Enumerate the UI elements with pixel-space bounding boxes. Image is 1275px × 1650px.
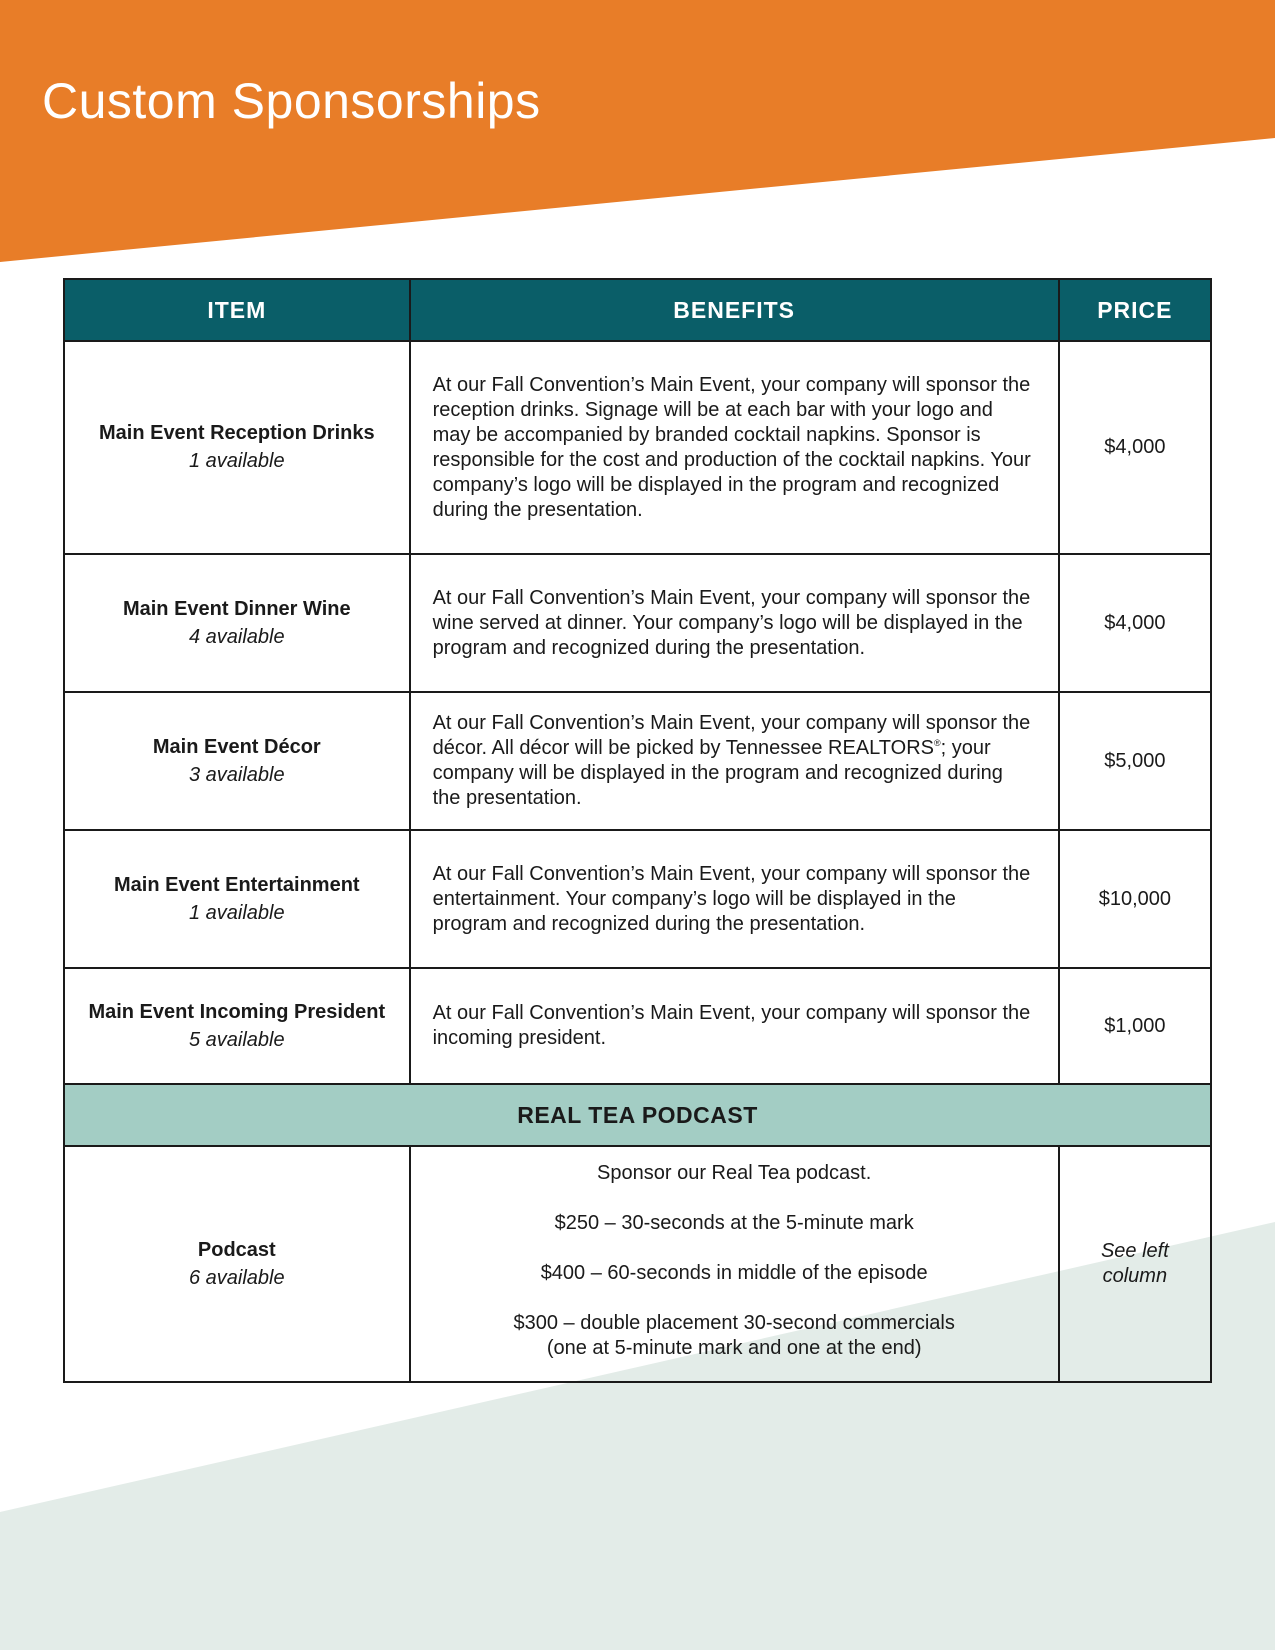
table-row bbox=[64, 968, 1211, 1084]
price-note: See left column bbox=[1100, 1240, 1169, 1287]
section-title: REAL TEA PODCAST bbox=[64, 1084, 1211, 1146]
podcast-option: $250 – 30-seconds at the 5-minute mark bbox=[554, 1212, 914, 1234]
table-row bbox=[64, 554, 1211, 692]
table-row bbox=[64, 341, 1211, 554]
item-availability: 6 available bbox=[188, 1266, 285, 1289]
podcast-option-note: (one at 5-minute mark and one at the end) bbox=[546, 1337, 922, 1359]
benefits-text: At our Fall Convention’s Main Event, your company will sponsor the entertainment. Your company’s logo will be displayed in the program and recognized during the presentation. bbox=[410, 830, 1059, 968]
item-availability: 1 available bbox=[188, 450, 285, 472]
item-availability: 1 available bbox=[188, 901, 285, 924]
podcast-benefits bbox=[410, 1146, 1059, 1382]
item-cell bbox=[64, 341, 410, 554]
item-name: Main Event Reception Drinks bbox=[98, 422, 375, 444]
price-cell bbox=[1059, 1146, 1211, 1382]
item-name: Main Event Décor bbox=[152, 735, 321, 758]
benefits-text-part: ; your company will be displayed in the program and recognized during the presentation. bbox=[432, 737, 1003, 809]
item-cell bbox=[64, 830, 410, 968]
benefits-text: At our Fall Convention’s Main Event, your company will sponsor the reception drinks. Signage will be at each bar with your logo and may be accompanied by branded cocktail napkins. Sponsor is responsible for the cost and production of the cocktail napkins. Your company’s logo will be displayed in the program and recognized during the presentation. bbox=[410, 341, 1059, 554]
item-availability: 5 available bbox=[188, 1028, 285, 1051]
orange-header-band bbox=[0, 0, 1275, 262]
price-value: $5,000 bbox=[1059, 692, 1211, 830]
benefits-text-part: At our Fall Convention’s Main Event, your company will sponsor the décor. All décor will be picked by Tennessee REALTORS bbox=[432, 712, 1031, 759]
item-cell bbox=[64, 554, 410, 692]
benefits-text bbox=[410, 692, 1059, 830]
podcast-option: $300 – double placement 30-second commercials bbox=[513, 1312, 955, 1334]
price-value: $10,000 bbox=[1059, 830, 1211, 968]
podcast-intro: Sponsor our Real Tea podcast. bbox=[597, 1162, 872, 1184]
header-benefits: BENEFITS bbox=[410, 279, 1059, 341]
benefits-text: At our Fall Convention’s Main Event, your company will sponsor the incoming president. bbox=[410, 968, 1059, 1084]
registered-mark: ® bbox=[933, 738, 941, 748]
item-cell bbox=[64, 968, 410, 1084]
page-title: Custom Sponsorships bbox=[42, 73, 541, 129]
table-row bbox=[64, 830, 1211, 968]
sponsorship-table bbox=[63, 278, 1212, 1383]
benefits-text: At our Fall Convention’s Main Event, your company will sponsor the wine served at dinner. Your company’s logo will be displayed in the program and recognized during the presentation. bbox=[410, 554, 1059, 692]
item-cell bbox=[64, 1146, 410, 1382]
section-row bbox=[64, 1084, 1211, 1146]
item-name: Main Event Dinner Wine bbox=[122, 597, 351, 620]
header-price: PRICE bbox=[1059, 279, 1211, 341]
price-value: $4,000 bbox=[1059, 554, 1211, 692]
table-row bbox=[64, 692, 1211, 830]
podcast-option: $400 – 60-seconds in middle of the episode bbox=[540, 1262, 928, 1284]
price-value: $4,000 bbox=[1059, 341, 1211, 554]
item-availability: 3 available bbox=[188, 763, 285, 786]
table-header-row bbox=[64, 279, 1211, 341]
item-name: Podcast bbox=[197, 1238, 276, 1261]
item-availability: 4 available bbox=[188, 625, 285, 648]
item-name: Main Event Entertainment bbox=[113, 873, 360, 896]
header-item: ITEM bbox=[64, 279, 410, 341]
price-value: $1,000 bbox=[1059, 968, 1211, 1084]
item-cell bbox=[64, 692, 410, 830]
table-row-podcast bbox=[64, 1146, 1211, 1382]
item-name: Main Event Incoming President bbox=[88, 1000, 386, 1023]
